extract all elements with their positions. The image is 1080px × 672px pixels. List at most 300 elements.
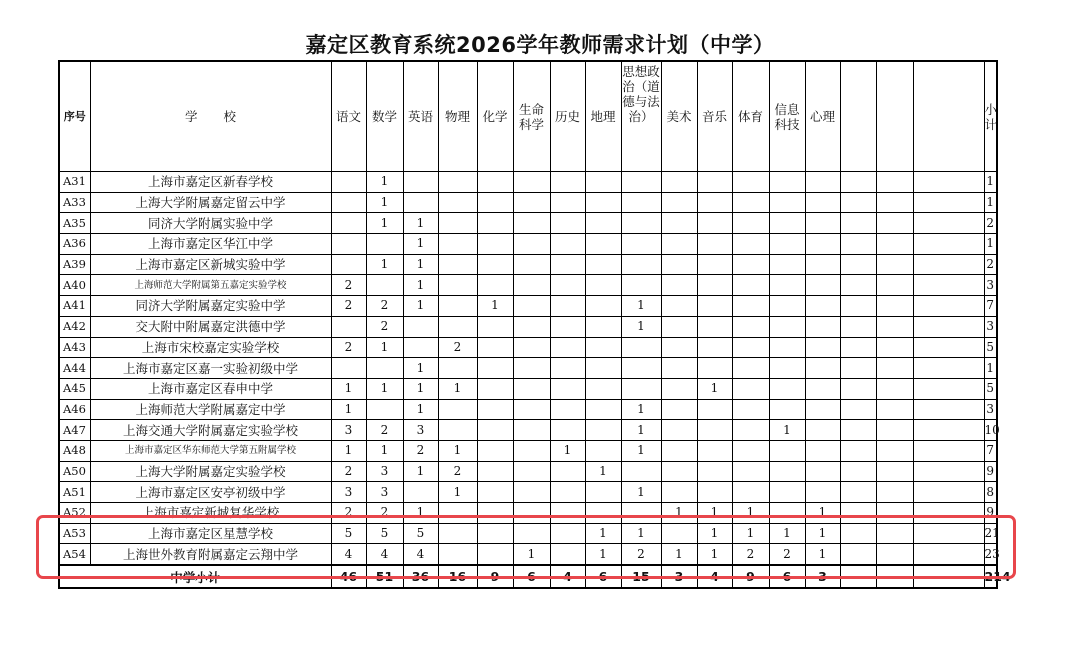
footer-cell: 6 (769, 565, 805, 588)
demand-cell (550, 316, 585, 337)
demand-cell (550, 275, 585, 296)
demand-cell (876, 296, 913, 317)
demand-cell: 1 (403, 275, 438, 296)
demand-cell (840, 316, 876, 337)
demand-cell: 1 (661, 544, 697, 565)
demand-cell (331, 254, 366, 275)
demand-cell (550, 254, 585, 275)
demand-cell: 2 (331, 296, 366, 317)
demand-cell (621, 275, 661, 296)
demand-cell (805, 440, 840, 461)
demand-cell (513, 275, 550, 296)
table-row (59, 523, 997, 544)
demand-cell (876, 337, 913, 358)
demand-cell: 1 (366, 440, 403, 461)
demand-cell (550, 337, 585, 358)
school-name: 上海市宋校嘉定实验学校 (90, 337, 331, 358)
demand-cell (840, 254, 876, 275)
demand-cell: 1 (550, 440, 585, 461)
demand-cell (513, 192, 550, 213)
demand-cell: 1 (697, 378, 732, 399)
demand-cell: 1 (403, 378, 438, 399)
demand-cell: 1 (331, 378, 366, 399)
demand-cell: 1 (366, 172, 403, 193)
demand-cell (805, 172, 840, 193)
row-total: 3 (984, 399, 997, 420)
school-name: 上海交通大学附属嘉定实验学校 (90, 420, 331, 441)
header-subject (913, 61, 984, 172)
demand-cell (661, 275, 697, 296)
header-subject: 物理 (438, 61, 477, 172)
demand-cell (585, 440, 621, 461)
demand-cell (585, 275, 621, 296)
row-total: 3 (984, 275, 997, 296)
header-subject: 体育 (732, 61, 769, 172)
header-subject: 信息科技 (769, 61, 805, 172)
demand-cell (697, 192, 732, 213)
demand-cell (840, 440, 876, 461)
row-index: A45 (59, 378, 90, 399)
demand-cell (732, 358, 769, 379)
demand-cell (585, 213, 621, 234)
demand-cell: 1 (366, 213, 403, 234)
demand-cell (661, 192, 697, 213)
demand-cell (876, 482, 913, 503)
school-name: 上海市嘉定区新城实验中学 (90, 254, 331, 275)
demand-cell (805, 482, 840, 503)
demand-cell (550, 296, 585, 317)
footer-cell (913, 565, 984, 588)
demand-cell (913, 420, 984, 441)
demand-cell: 1 (331, 399, 366, 420)
table-row (59, 213, 997, 234)
demand-cell (550, 234, 585, 255)
demand-cell: 1 (621, 440, 661, 461)
demand-cell (805, 275, 840, 296)
table-row (59, 337, 997, 358)
demand-cell (661, 440, 697, 461)
demand-cell: 1 (438, 378, 477, 399)
demand-cell (876, 461, 913, 482)
school-name: 上海市嘉定区新春学校 (90, 172, 331, 193)
demand-cell: 1 (697, 523, 732, 544)
demand-cell (840, 399, 876, 420)
footer-cell: 9 (732, 565, 769, 588)
footer-cell: 4 (697, 565, 732, 588)
demand-cell (621, 234, 661, 255)
demand-cell (513, 234, 550, 255)
demand-cell: 1 (438, 482, 477, 503)
demand-cell (585, 378, 621, 399)
demand-cell (621, 192, 661, 213)
demand-cell (913, 378, 984, 399)
demand-cell: 1 (621, 482, 661, 503)
demand-cell (585, 358, 621, 379)
demand-cell (805, 213, 840, 234)
demand-cell (876, 544, 913, 565)
row-total: 1 (984, 358, 997, 379)
demand-cell (550, 461, 585, 482)
demand-cell: 2 (438, 337, 477, 358)
demand-cell (769, 337, 805, 358)
demand-cell (876, 378, 913, 399)
demand-cell (438, 254, 477, 275)
demand-cell (585, 316, 621, 337)
header-subject: 英语 (403, 61, 438, 172)
demand-cell (438, 420, 477, 441)
demand-cell (913, 316, 984, 337)
demand-cell: 1 (697, 544, 732, 565)
footer-total: 214 (984, 565, 997, 588)
demand-cell (840, 192, 876, 213)
demand-cell (913, 213, 984, 234)
demand-cell: 1 (585, 461, 621, 482)
footer-cell: 46 (331, 565, 366, 588)
demand-cell: 2 (366, 503, 403, 524)
demand-cell (769, 378, 805, 399)
header-subtotal: 小计 (984, 61, 997, 172)
demand-cell (697, 296, 732, 317)
row-total: 5 (984, 378, 997, 399)
demand-cell (477, 254, 513, 275)
demand-cell (732, 296, 769, 317)
row-index: A47 (59, 420, 90, 441)
demand-cell: 1 (477, 296, 513, 317)
demand-cell (840, 213, 876, 234)
demand-cell (769, 503, 805, 524)
demand-cell (913, 461, 984, 482)
demand-cell (876, 254, 913, 275)
row-total: 2 (984, 254, 997, 275)
demand-cell (697, 172, 732, 193)
demand-cell (697, 461, 732, 482)
demand-cell (438, 172, 477, 193)
table-row (59, 378, 997, 399)
school-name: 上海市嘉定区华江中学 (90, 234, 331, 255)
demand-cell (876, 275, 913, 296)
demand-cell (876, 358, 913, 379)
demand-cell (513, 254, 550, 275)
demand-cell (585, 234, 621, 255)
demand-cell: 1 (403, 296, 438, 317)
demand-cell (913, 358, 984, 379)
header-school: 学校 (90, 61, 331, 172)
footer-cell: 15 (621, 565, 661, 588)
header-row (59, 61, 997, 172)
row-index: A51 (59, 482, 90, 503)
demand-cell (550, 378, 585, 399)
demand-cell (876, 316, 913, 337)
footer-cell (876, 565, 913, 588)
demand-cell (550, 523, 585, 544)
header-subject: 地理 (585, 61, 621, 172)
row-index: A31 (59, 172, 90, 193)
demand-cell (477, 482, 513, 503)
demand-cell (697, 358, 732, 379)
demand-cell (585, 399, 621, 420)
header-subject: 心理 (805, 61, 840, 172)
header-subject: 思想政治（道德与法治） (621, 61, 661, 172)
demand-cell (585, 254, 621, 275)
demand-cell (697, 213, 732, 234)
demand-cell (550, 192, 585, 213)
demand-cell (477, 213, 513, 234)
demand-cell (805, 399, 840, 420)
table-row (59, 420, 997, 441)
demand-cell (697, 337, 732, 358)
table-row (59, 316, 997, 337)
demand-cell (513, 399, 550, 420)
demand-cell: 2 (366, 420, 403, 441)
demand-cell (477, 523, 513, 544)
demand-cell: 1 (331, 440, 366, 461)
demand-cell (732, 254, 769, 275)
demand-cell: 5 (366, 523, 403, 544)
demand-cell (585, 482, 621, 503)
footer-cell: 36 (403, 565, 438, 588)
demand-cell (477, 544, 513, 565)
demand-cell: 2 (366, 316, 403, 337)
demand-cell (732, 213, 769, 234)
demand-cell (403, 172, 438, 193)
demand-cell (732, 399, 769, 420)
row-index: A43 (59, 337, 90, 358)
demand-cell (477, 440, 513, 461)
demand-cell (661, 234, 697, 255)
row-index: A52 (59, 503, 90, 524)
demand-cell: 1 (621, 316, 661, 337)
demand-cell (403, 316, 438, 337)
demand-cell (513, 378, 550, 399)
row-total: 9 (984, 503, 997, 524)
header-subject: 历史 (550, 61, 585, 172)
demand-cell (697, 234, 732, 255)
demand-cell (621, 378, 661, 399)
demand-cell: 2 (331, 461, 366, 482)
demand-cell (769, 461, 805, 482)
row-index: A50 (59, 461, 90, 482)
demand-cell: 4 (403, 544, 438, 565)
demand-cell (585, 172, 621, 193)
row-index: A48 (59, 440, 90, 461)
school-name: 同济大学附属嘉定实验中学 (90, 296, 331, 317)
demand-cell (550, 213, 585, 234)
demand-cell (876, 213, 913, 234)
demand-cell (876, 420, 913, 441)
demand-cell (732, 316, 769, 337)
demand-cell (331, 358, 366, 379)
subtotal-row (59, 565, 997, 588)
table-row (59, 358, 997, 379)
demand-cell (805, 316, 840, 337)
demand-cell: 1 (403, 234, 438, 255)
table-row (59, 399, 997, 420)
school-name: 上海市嘉定区嘉一实验初级中学 (90, 358, 331, 379)
demand-cell: 1 (732, 503, 769, 524)
demand-cell (661, 172, 697, 193)
demand-cell (661, 296, 697, 317)
demand-cell (913, 296, 984, 317)
demand-cell (366, 234, 403, 255)
demand-cell (477, 461, 513, 482)
demand-cell (438, 275, 477, 296)
demand-cell: 2 (331, 275, 366, 296)
demand-cell (697, 440, 732, 461)
footer-cell: 6 (585, 565, 621, 588)
demand-cell (477, 275, 513, 296)
demand-cell (585, 296, 621, 317)
demand-cell (769, 482, 805, 503)
teacher-demand-table (58, 60, 1011, 589)
demand-cell: 2 (769, 544, 805, 565)
demand-cell (585, 420, 621, 441)
demand-cell (513, 337, 550, 358)
demand-cell (805, 296, 840, 317)
demand-cell (438, 296, 477, 317)
demand-cell: 1 (403, 213, 438, 234)
demand-cell (913, 192, 984, 213)
demand-cell (913, 440, 984, 461)
demand-cell (840, 296, 876, 317)
demand-cell (513, 482, 550, 503)
demand-cell: 1 (697, 503, 732, 524)
demand-cell (876, 523, 913, 544)
demand-cell (621, 172, 661, 193)
demand-cell (550, 420, 585, 441)
demand-cell: 2 (438, 461, 477, 482)
school-name: 上海师范大学附属第五嘉定实验学校 (90, 275, 331, 296)
demand-cell (840, 544, 876, 565)
demand-cell (697, 399, 732, 420)
demand-cell (477, 234, 513, 255)
demand-cell (403, 337, 438, 358)
demand-cell (513, 213, 550, 234)
demand-cell (331, 172, 366, 193)
demand-cell (840, 172, 876, 193)
header-subject: 化学 (477, 61, 513, 172)
demand-cell: 1 (805, 503, 840, 524)
demand-cell: 1 (769, 523, 805, 544)
demand-cell: 1 (585, 544, 621, 565)
demand-cell (513, 523, 550, 544)
row-total: 10 (984, 420, 997, 441)
demand-cell (331, 213, 366, 234)
header-subject: 语文 (331, 61, 366, 172)
demand-cell (769, 399, 805, 420)
demand-cell (732, 420, 769, 441)
demand-cell (621, 358, 661, 379)
row-index: A44 (59, 358, 90, 379)
demand-cell (661, 523, 697, 544)
demand-cell (913, 234, 984, 255)
row-total: 7 (984, 440, 997, 461)
demand-cell: 2 (331, 337, 366, 358)
row-total: 1 (984, 234, 997, 255)
demand-cell (840, 275, 876, 296)
demand-cell (661, 316, 697, 337)
demand-cell (876, 192, 913, 213)
demand-cell (876, 503, 913, 524)
demand-cell (477, 172, 513, 193)
demand-cell (840, 358, 876, 379)
demand-cell (913, 254, 984, 275)
demand-cell (876, 234, 913, 255)
demand-cell (840, 461, 876, 482)
demand-cell: 3 (331, 420, 366, 441)
demand-cell (876, 440, 913, 461)
table-row (59, 544, 997, 565)
table-row (59, 275, 997, 296)
demand-cell (913, 482, 984, 503)
demand-cell (697, 482, 732, 503)
row-index: A33 (59, 192, 90, 213)
row-index: A54 (59, 544, 90, 565)
footer-cell: 16 (438, 565, 477, 588)
demand-cell (661, 213, 697, 234)
demand-cell (403, 192, 438, 213)
demand-cell: 2 (621, 544, 661, 565)
school-name: 上海大学附属嘉定实验学校 (90, 461, 331, 482)
demand-cell (513, 503, 550, 524)
demand-cell (805, 337, 840, 358)
demand-cell (913, 544, 984, 565)
demand-cell (621, 213, 661, 234)
row-total: 9 (984, 461, 997, 482)
footer-cell: 9 (477, 565, 513, 588)
row-total: 21 (984, 523, 997, 544)
demand-cell: 1 (513, 544, 550, 565)
row-total: 2 (984, 213, 997, 234)
school-name: 上海市嘉定区安亭初级中学 (90, 482, 331, 503)
demand-cell (661, 399, 697, 420)
demand-cell (732, 192, 769, 213)
row-total: 8 (984, 482, 997, 503)
demand-cell: 1 (403, 503, 438, 524)
demand-cell (477, 358, 513, 379)
footer-cell: 6 (513, 565, 550, 588)
demand-cell (840, 378, 876, 399)
demand-cell: 1 (661, 503, 697, 524)
demand-cell (661, 461, 697, 482)
demand-cell (438, 213, 477, 234)
demand-cell: 2 (403, 440, 438, 461)
demand-cell (840, 234, 876, 255)
demand-cell (477, 337, 513, 358)
header-index: 序号 (59, 61, 90, 172)
demand-cell (477, 192, 513, 213)
row-total: 1 (984, 192, 997, 213)
demand-cell (621, 254, 661, 275)
demand-cell: 3 (331, 482, 366, 503)
header-subject (840, 61, 876, 172)
demand-cell (661, 358, 697, 379)
demand-cell (769, 275, 805, 296)
demand-cell: 1 (366, 337, 403, 358)
demand-cell (477, 316, 513, 337)
demand-cell: 5 (331, 523, 366, 544)
row-index: A39 (59, 254, 90, 275)
demand-cell (805, 358, 840, 379)
demand-cell (805, 420, 840, 441)
demand-cell (876, 399, 913, 420)
demand-cell (769, 440, 805, 461)
demand-cell (513, 172, 550, 193)
header-subject: 生命科学 (513, 61, 550, 172)
demand-cell (840, 337, 876, 358)
row-index: A41 (59, 296, 90, 317)
demand-cell (732, 440, 769, 461)
school-name: 上海市嘉定区星慧学校 (90, 523, 331, 544)
